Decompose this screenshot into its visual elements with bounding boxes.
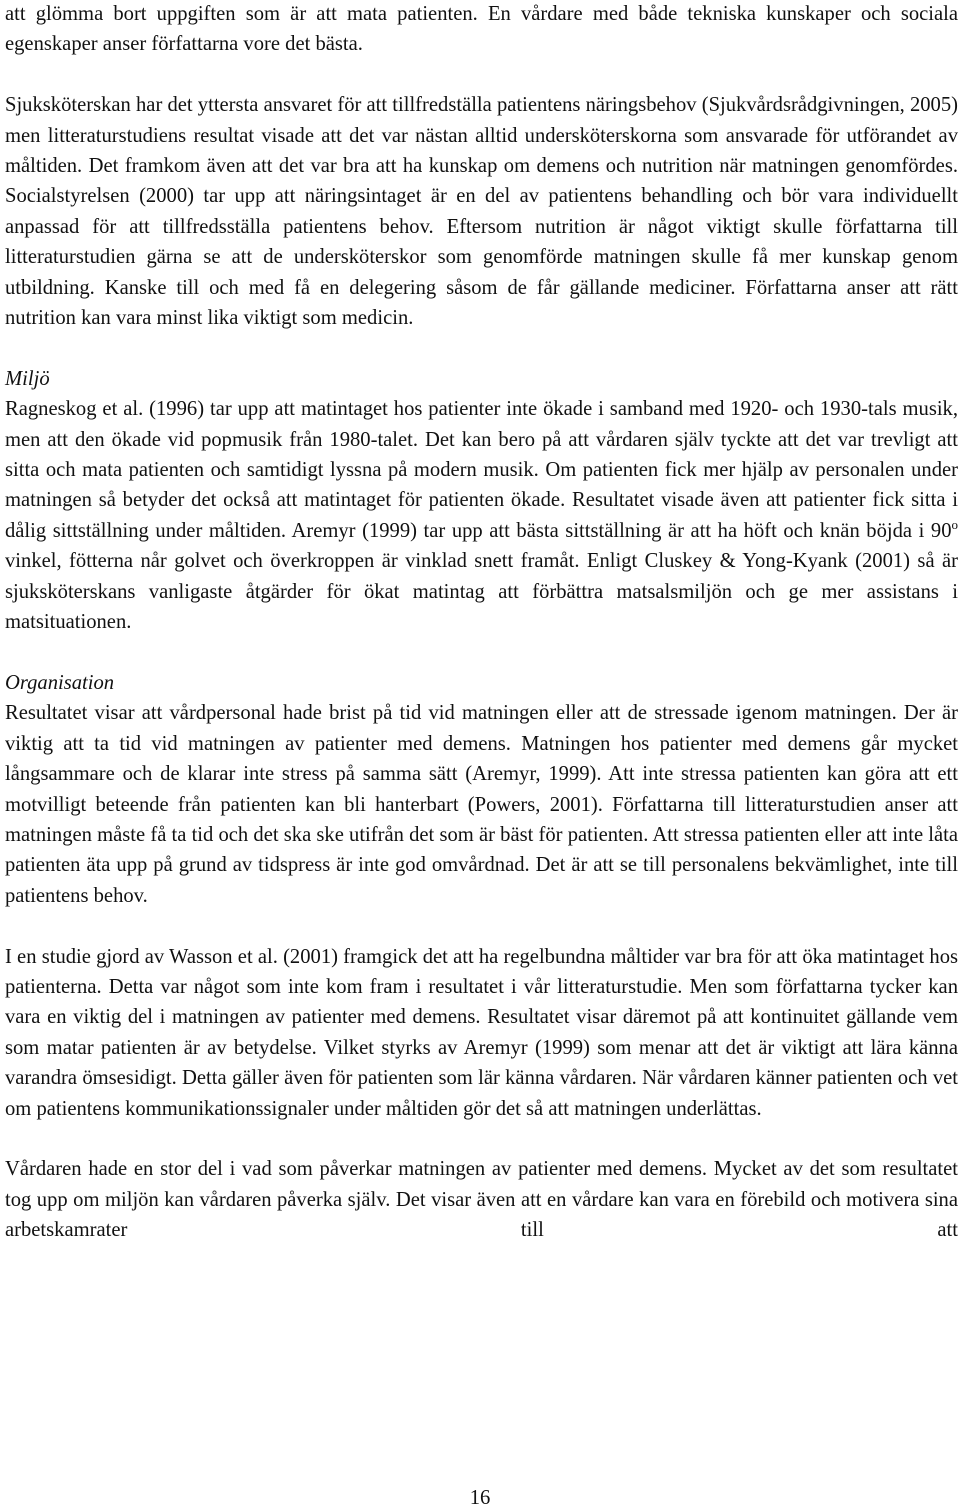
paragraph-organisation: Resultatet visar att vårdpersonal hade brist på tid vid matningen eller att de stressade igenom matningen. Der är viktig att ta tid vid matningen av patienter med demens. Matningen hos patienter med demens går mycket långsammare och de klarar inte stress på samma sätt (Aremyr, 1999). Att inte stressa patienten kan göra att ett motvilligt beteende från patienten kan bli hanterbart (Powers, 2001). Författarna till litteraturstudien anser att matningen måste få ta tid och det ska ske utifrån det som är bäst för patienten. Att stressa patienten eller att inte låta patienten äta upp på grund av tidspress är inte god omvårdnad. Det är att se till personalens bekvämlighet, inte till patientens behov. <box>5 702 958 907</box>
document-page <box>5 0 958 1246</box>
paragraph-gap <box>5 60 958 90</box>
degree-superscript: o <box>951 517 958 533</box>
paragraph-caregiver-role: Vårdaren hade en stor del i vad som påverkar matningen av patienter med demens. Mycket av det som resultatet tog upp om miljön kan vårdaren påverka själv. Det visar även att en vårdare kan vara en förebild och motivera sina arbetskamrater till att <box>5 1158 958 1242</box>
paragraph-gap <box>5 333 958 363</box>
paragraph-environment-text-b: vinkel, fötterna når golvet och överkroppen är vinklad snett framåt. Enligt Cluskey & Yong-Kyank (2001) så är sjuksköterskans vanligaste åtgärder för ökat matintag att förbättra matsalsmiljön och ge mer assistans i matsituationen. <box>5 550 958 634</box>
page-number: 16 <box>469 1487 491 1509</box>
paragraph-nutrition-responsibility: Sjuksköterskan har det yttersta ansvaret för att tillfredställa patientens näringsbehov (Sjukvårdsrådgivningen, 2005) men litteraturstudiens resultat visade att det var nästan alltid undersköterskorna som ansvarade för utförandet av måltiden. Det framkom även att det var bra att ha kunskap om demens och nutrition när matningen genomfördes. Socialstyrelsen (2000) tar upp att näringsintaget är en del av patientens behandling och bör vara individuellt anpassad för att tillfredsställa patientens behov. Eftersom nutrition är något viktigt skulle författarna till litteraturstudien gärna se att de undersköterskor som genomförde matningen skulle få mer kunskap genom utbildning. Kanske till och med få en delegering såsom de får gällande mediciner. Författarna anser att rätt nutrition kan vara minst lika viktigt som medicin. <box>5 94 958 330</box>
paragraph-environment-text-a: Ragneskog et al. (1996) tar upp att matintaget hos patienter inte ökade i samband med 1920- och 1930-tals musik, men att den ökade vid popmusik från 1980-talet. Det kan bero på att vårdaren själv tyckte att det var trevligt att sitta och mata patienten och samtidigt lyssna på modern musik. Om patienten fick mer hjälp av personalen under matningen så betyder det också att matintaget för patienten ökade. Resultatet visade även att patienter fick sitta i dålig sittställning under måltiden. Aremyr (1999) tar upp att bästa sittställning är att ha höft och knän böjda i 90 <box>5 398 958 542</box>
paragraph-gap <box>5 911 958 941</box>
paragraph-continuation: att glömma bort uppgiften som är att mata patienten. En vårdare med både tekniska kunskaper och sociala egenskaper anser författarna vore det bästa. <box>5 3 958 56</box>
paragraph-gap <box>5 638 958 668</box>
paragraph-gap <box>5 1124 958 1154</box>
paragraph-regular-meals: I en studie gjord av Wasson et al. (2001) framgick det att ha regelbundna måltider var bra för att öka matintaget hos patienterna. Detta var något som inte kom fram i resultatet i vår litteraturstudie. Men som författarna tycker kan vara en viktig del i matningen av patienter med demens. Resultatet visar däremot på att kontinuitet gällande vem som matar patienten är av betydelse. Vilket styrks av Aremyr (1999) som menar att det är viktigt att lära känna varandra ömsesidigt. Detta gäller även för patienten som lär känna vårdaren. När vårdaren känner patienten och vet om patientens kommunikationssignaler under måltiden gör det så att matningen underlättas. <box>5 945 958 1120</box>
section-heading-miljo: Miljö <box>5 367 50 390</box>
section-heading-organisation: Organisation <box>5 671 115 694</box>
paragraph-environment <box>5 394 958 637</box>
